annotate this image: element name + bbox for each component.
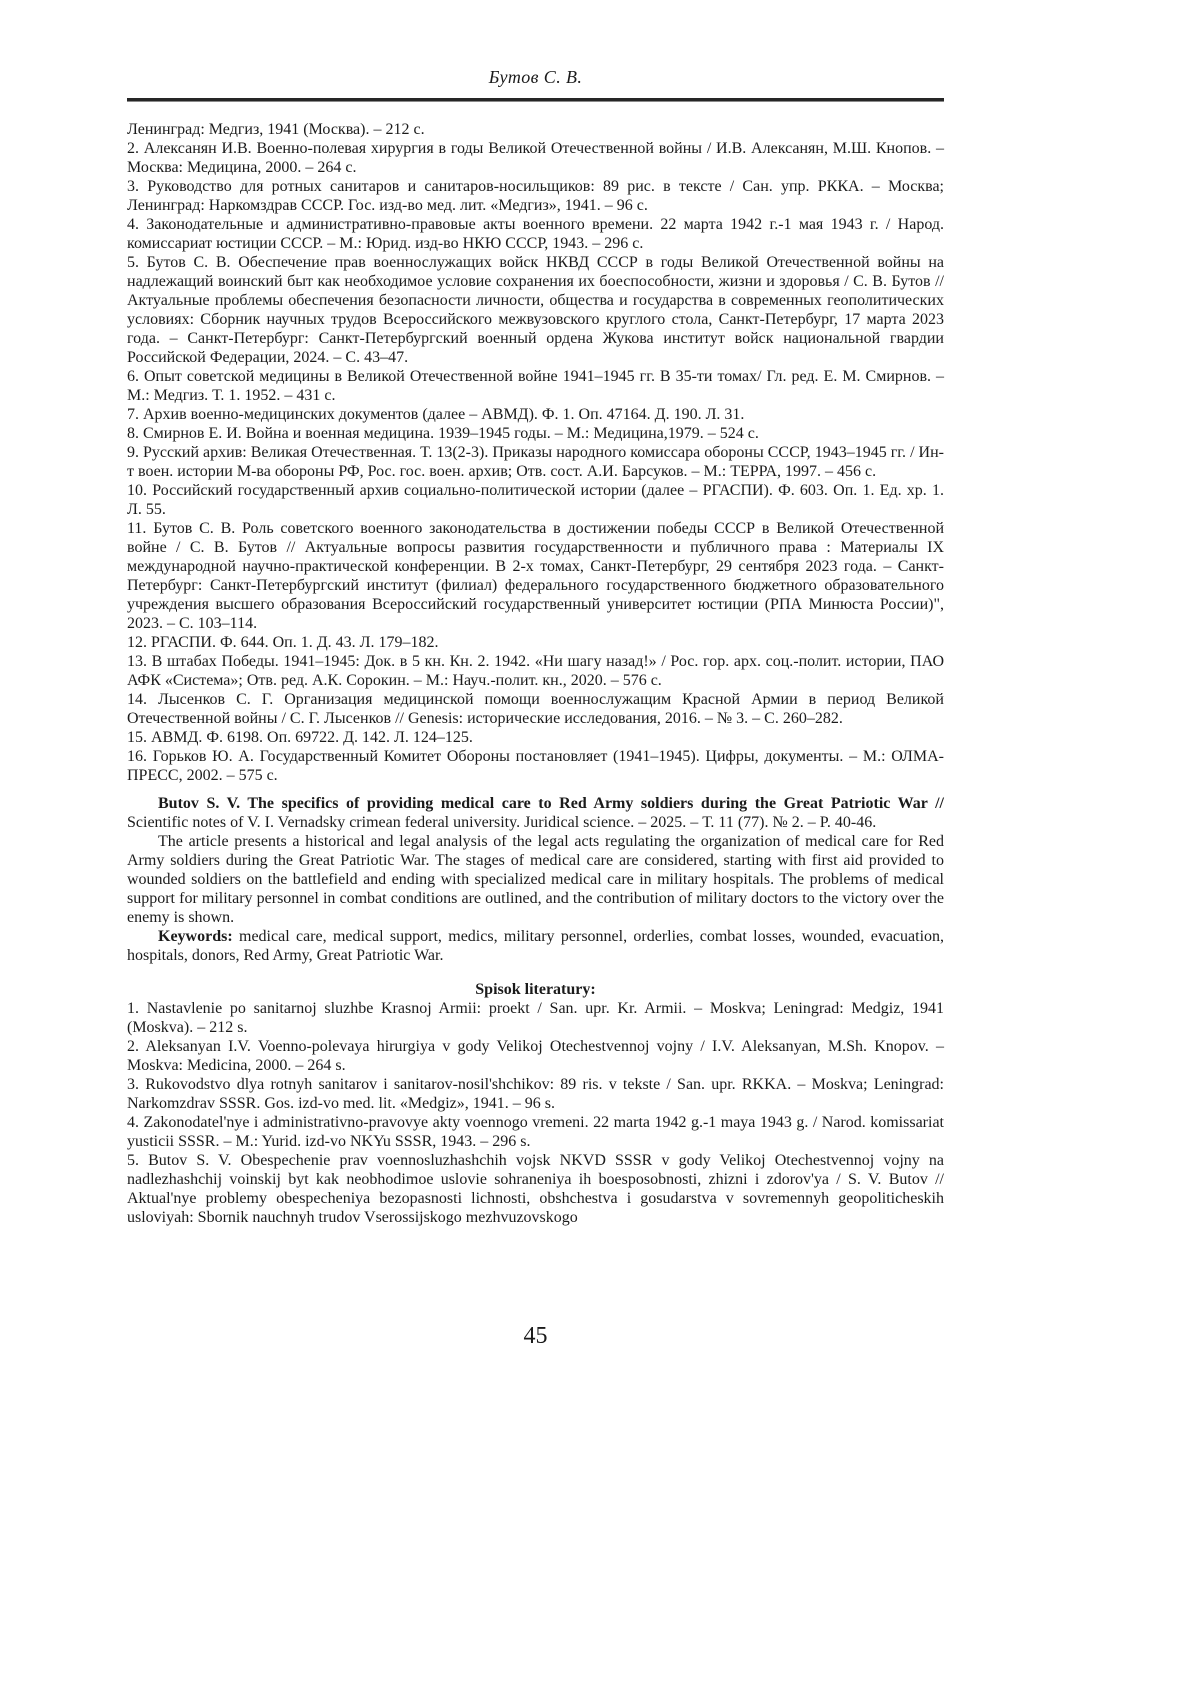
header-rule: [127, 98, 944, 102]
reference-item: Ленинград: Медгиз, 1941 (Москва). – 212 с.: [127, 121, 425, 138]
running-header-author: Бутов С. В.: [488, 67, 583, 87]
reference-item: 13. В штабах Победы. 1941–1945: Док. в 5 кн. Кн. 2. 1942. «Ни шагу назад!» / Рос. гор. арх. соц.-полит. истории, ПАО АФК «Система»; Отв. ред. А.К. Сорокин. – М.: Науч.-полит. кн., 2020. – 576 с.: [127, 653, 944, 689]
reference-item-translit: 1. Nastavlenie po sanitarnoj sluzhbe Krasnoj Armii: proekt / San. upr. Kr. Armii. – Moskva; Leningrad: Medgiz, 1941 (Moskva). – 212 s.: [127, 1000, 944, 1036]
reference-item-translit: 2. Aleksanyan I.V. Voenno-polevaya hirurgiya v gody Velikoj Otechestvennoj vojny / I.V. Aleksanyan, M.Sh. Knopov. – Moskva: Medicina, 2000. – 264 s.: [127, 1038, 944, 1074]
reference-item: 15. АВМД. Ф. 6198. Оп. 69722. Д. 142. Л. 124–125.: [127, 729, 473, 746]
reference-item: 9. Русский архив: Великая Отечественная. Т. 13(2-3). Приказы народного комиссара обороны СССР, 1943–1945 гг. / Ин-т воен. истории М-ва обороны РФ, Рос. гос. воен. архив; Отв. сост. А.И. Барсуков. – М.: ТЕРРА, 1997. – 456 с.: [127, 444, 944, 480]
reference-item: 2. Алексанян И.В. Военно-полевая хирургия в годы Великой Отечественной войны / И.В. Алексанян, М.Ш. Кнопов. – Москва: Медицина, 2000. – 264 с.: [127, 140, 944, 176]
page-number: 45: [523, 1323, 548, 1349]
reference-item: 10. Российский государственный архив социально-политической истории (далее – РГАСПИ). Ф. 603. Оп. 1. Ед. хр. 1. Л. 55.: [127, 482, 944, 518]
reference-item: 14. Лысенков С. Г. Организация медицинской помощи военнослужащим Красной Армии в период Великой Отечественной войны / С. Г. Лысенков // Genesis: исторические исследования, 2016. – № 3. – С. 260–282.: [127, 691, 944, 727]
reference-item: 11. Бутов С. В. Роль советского военного законодательства в достижении победы СССР в Великой Отечественной войне / С. В. Бутов // Актуальные вопросы развития государственности и публичного права : Материалы IX международной научно-практической конференции. В 2-х томах, Санкт-Петербург, 29 сентября 2023 года. – Санкт-Петербург: Санкт-Петербургский институт (филиал) федерального государственного бюджетного образовательного учреждения высшего образования Всероссийский государственный университет юстиции (РПА Минюста России)", 2023. – С. 103–114.: [127, 520, 944, 632]
keywords-list: medical care, medical support, medics, military personnel, orderlies, combat losses, wounded, evacuation, hospitals, donors, Red Army, Great Patriotic War.: [127, 928, 945, 964]
reference-item: 3. Руководство для ротных санитаров и санитаров-носильщиков: 89 рис. в тексте / Сан. упр. РККА. – Москва; Ленинград: Наркомздрав СССР. Гос. изд-во мед. лит. «Медгиз», 1941. – 96 с.: [127, 178, 944, 214]
reference-item: 12. РГАСПИ. Ф. 644. Оп. 1. Д. 43. Л. 179–182.: [127, 634, 439, 651]
reference-item: 6. Опыт советской медицины в Великой Отечественной войне 1941–1945 гг. В 35-ти томах/ Гл. ред. Е. М. Смирнов. – М.: Медгиз. Т. 1. 1952. – 431 с.: [127, 368, 944, 404]
reference-item: 16. Горьков Ю. А. Государственный Комитет Обороны постановляет (1941–1945). Цифры, документы. – М.: ОЛМА-ПРЕСС, 2002. – 575 с.: [127, 748, 944, 784]
english-citation: [127, 794, 944, 832]
spisok-heading: Spisok literatury:: [475, 981, 596, 998]
reference-item: 5. Бутов С. В. Обеспечение прав военнослужащих войск НКВД СССР в годы Великой Отечественной войны на надлежащий воинский быт как необходимое условие сохранения их боеспособности, жизни и здоровья / С. В. Бутов // Актуальные проблемы обеспечения безопасности личности, общества и государства в современных геополитических условиях: Сборник научных трудов Всероссийского межвузовского круглого стола, Санкт-Петербург, 17 марта 2023 года. – Санкт-Петербург: Санкт-Петербургский военный ордена Жукова институт войск национальной гвардии Российской Федерации, 2024. – С. 43–47.: [127, 254, 944, 366]
running-header: [127, 66, 944, 102]
reference-item-translit: 3. Rukovodstvo dlya rotnyh sanitarov i sanitarov-nosil'shchikov: 89 ris. v tekste / San. upr. RKKA. – Moskva; Leningrad: Narkomzdrav SSSR. Gos. izd-vo med. lit. «Medgiz», 1941. – 96 s.: [127, 1076, 944, 1112]
english-citation-title: Butov S. V. The specifics of providing medical care to Red Army soldiers during the Great Patriotic War //: [158, 795, 944, 812]
page-body: [127, 120, 944, 1227]
reference-item: 7. Архив военно-медицинских документов (далее – АВМД). Ф. 1. Оп. 47164. Д. 190. Л. 31.: [127, 406, 745, 423]
keywords: [127, 927, 944, 965]
reference-item: 8. Смирнов Е. И. Война и военная медицина. 1939–1945 годы. – М.: Медицина,1979. – 524 с.: [127, 425, 759, 442]
reference-item-translit: 5. Butov S. V. Obespechenie prav voennosluzhashchih vojsk NKVD SSSR v gody Velikoj Otechestvennoj vojny na nadlezhashchij voinskij byt kak neobhodimoe uslovie sohraneniya ih boesposobnosti, zhizni i zdorov'ya / S. V. Butov // Aktual'nye problemy obespecheniya bezopasnosti lichnosti, obshchestva i gosudarstva v sovremennyh geopoliticheskih usloviyah: Sbornik nauchnyh trudov Vserossijskogo mezhvuzovskogo: [127, 1152, 944, 1226]
english-citation-source: Scientific notes of V. I. Vernadsky crimean federal university. Juridical science. – 2025. – Т. 11 (77). № 2. – P. 40-46.: [127, 814, 877, 831]
text-column: [127, 66, 944, 1227]
reference-item: 4. Законодательные и административно-правовые акты военного времени. 22 марта 1942 г.-1 мая 1943 г. / Народ. комиссариат юстиции СССР. – М.: Юрид. изд-во НКЮ СССР, 1943. – 296 с.: [127, 216, 944, 252]
keywords-label: Keywords:: [158, 928, 233, 945]
abstract: The article presents a historical and legal analysis of the legal acts regulating the organization of medical care for Red Army soldiers during the Great Patriotic War. The stages of medical care are considered, starting with first aid provided to wounded soldiers on the battlefield and ending with specialized medical care in military hospitals. The problems of medical support for military personnel in combat conditions are outlined, and the contribution of military doctors to the victory over the enemy is shown.: [127, 833, 944, 926]
reference-item-translit: 4. Zakonodatel'nye i administrativno-pravovye akty voennogo vremeni. 22 marta 1942 g.-1 maya 1943 g. / Narod. komissariat yusticii SSSR. – M.: Yurid. izd-vo NKYu SSSR, 1943. – 296 s.: [127, 1114, 944, 1150]
